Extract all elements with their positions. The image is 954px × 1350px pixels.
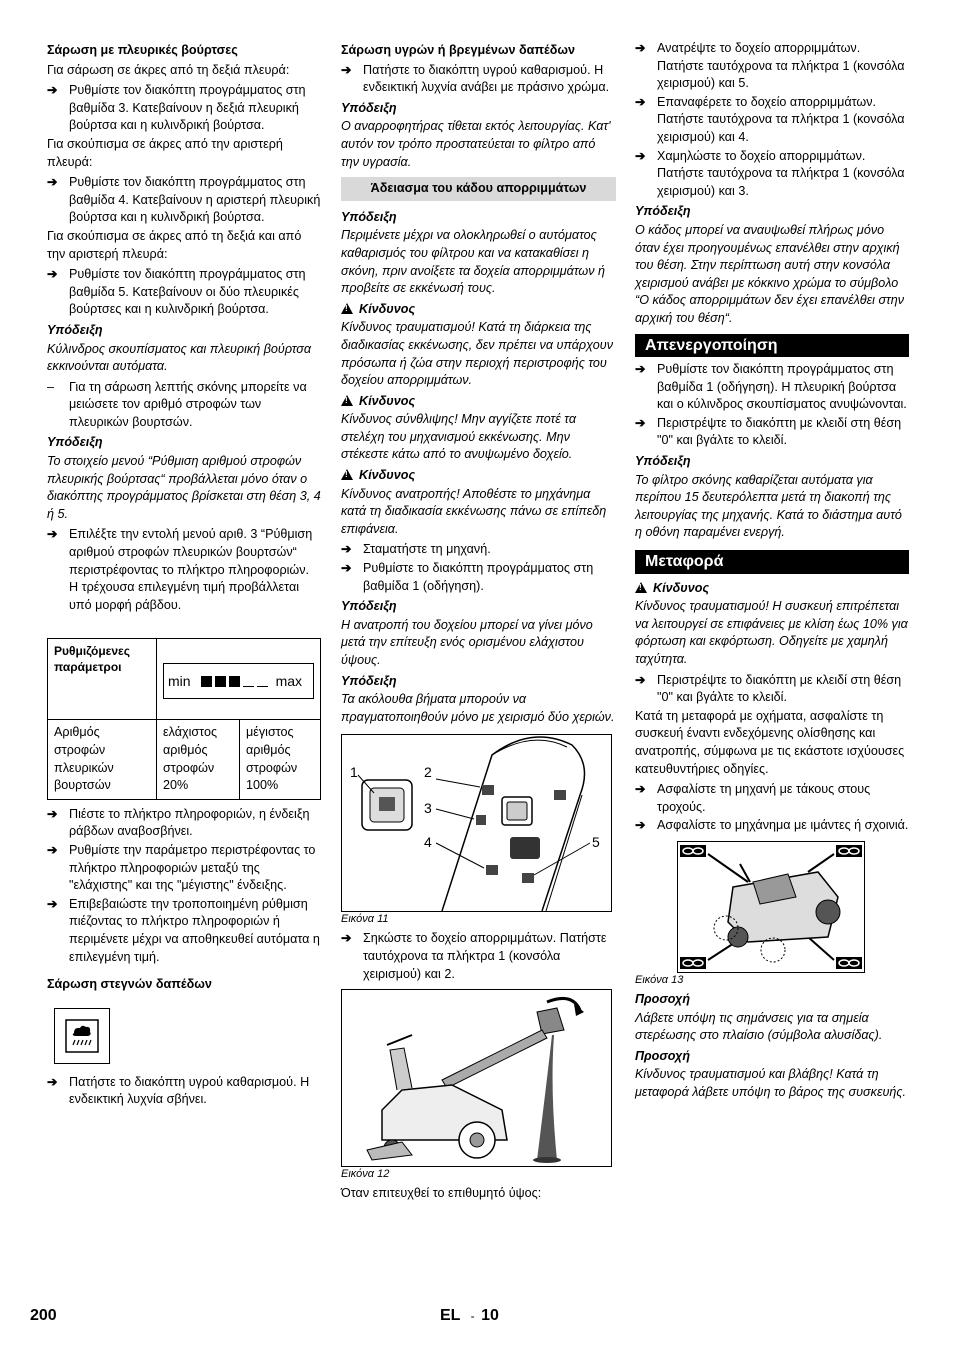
paragraph: Κατά τη μεταφορά με οχήματα, ασφαλίστε τη συσκευή έναντι ενδεχόμενης ολίσθησης και ανατροπής, σύμφωνα με τις εκάστοτε ισχύουσες κατευθυντήριες οδηγίες.	[635, 708, 905, 776]
table-cell: ελάχιστος αριθμός στροφών 20%	[157, 720, 240, 799]
parameter-table	[47, 638, 321, 799]
danger-text: Κίνδυνος τραυματισμού! Η συσκευή επιτρέπεται να λειτουργεί σε επιφάνειες με κλίση έως 10% για φόρτωση και εκφόρτωση. Οδηγείτε με χαμηλή ταχύτητα.	[635, 599, 908, 666]
step-item: ➔ Ασφαλίστε το μηχάνημα με ιμάντες ή σχοινιά.	[635, 817, 909, 835]
step-item: ➔ Πιέστε το πλήκτρο πληροφοριών, η ένδειξη ράβδων αναβοσβήνει.	[47, 806, 310, 839]
step-item: ➔ Επιβεβαιώστε την τροποποιημένη ρύθμιση πιέζοντας το πλήκτρο πληροφοριών ή περιμένετε μέχρι να αποθηκευθεί αυτόματα η επιλεγμένη τιμή.	[47, 896, 320, 964]
figure-12	[341, 989, 612, 1167]
note-text: Ο κάδος μπορεί να αναυψωθεί πλήρως μόνο όταν έχει προηγουμένως επανέλθει στην αρχική του θέση. Στην περίπτωση αυτή στην κονσόλα χειρισμού ανάβει με κόκκινο χρώμα το σύμβολο “Ο κάδος απορριμμάτων δεν έχει επανέλθει στην αρχική του θέση“.	[635, 222, 905, 325]
arrow-icon: ➔	[341, 542, 352, 557]
note-text: Η ανατροπή του δοχείου μπορεί να γίνει μόνο μετά την επίτευξη ενός ορισμένου ελάχιστου ύψους.	[341, 617, 593, 667]
step-item: ➔ Ρυθμίστε τον διακόπτη προγράμματος στη βαθμίδα 4. Κατεβαίνουν η αριστερή πλευρική βούρτσα και η κυλινδρική βούρτσα.	[47, 175, 321, 225]
danger-text: Κίνδυνος τραυματισμού! Κατά τη διάρκεια της διαδικασίας εκκένωσης, δεν πρέπει να υπάρχουν πρόσωπα ή ζώα στην περιοχή περιστροφής του δοχείου απορριμμάτων.	[341, 320, 613, 388]
step-item: ➔ Επαναφέρετε το δοχείο απορριμμάτων. Πατήστε ταυτόχρονα τα πλήκτρα 1 (κονσόλα χειρισμού) και 4.	[635, 94, 905, 144]
caution-text: Κίνδυνος τραυματισμού και βλάβης! Κατά τη μεταφορά λάβετε υπόψη το βάρος της συσκευής.	[635, 1067, 907, 1099]
step-item: ➔ Ρυθμίστε τον διακόπτη προγράμματος στη βαθμίδα 5. Κατεβαίνουν οι δύο πλευρικές βούρτσες και η κυλινδρική βούρτσα.	[47, 267, 306, 317]
step-item: ➔ Ρυθμίστε το διακόπτη προγράμματος στη βαθμίδα 1 (οδήγηση).	[341, 561, 594, 593]
page-number: 200	[30, 1307, 57, 1324]
note-text: Περιμένετε μέχρι να ολοκληρωθεί ο αυτόματος καθαρισμός του φίλτρου και να κατακαθίσει η σκόνη, πριν ανοίξετε τα δοχεία απορριμμάτων ή προβείτε σε εκκένωσή τους.	[341, 228, 605, 296]
table-cell: Αριθμός στροφών πλευρικών βουρτσών	[48, 720, 157, 799]
callout-1: 1	[350, 764, 358, 781]
column-left	[47, 42, 321, 1110]
danger-title: !Κίνδυνος	[635, 580, 909, 598]
caution-title: Προσοχή	[635, 1048, 691, 1063]
table-header: Ρυθμιζόμενες παράμετροι	[48, 639, 157, 720]
step-item: ➔ Πατήστε το διακόπτη υγρού καθαρισμού. Η ενδεικτική λυχνία ανάβει με πράσινο χρώμα.	[341, 62, 610, 95]
chain-icon	[680, 957, 706, 969]
bar-min-label: min	[168, 672, 191, 689]
chain-icon	[836, 957, 862, 969]
figure-13	[677, 841, 865, 973]
note-title: Υπόδειξη	[341, 673, 397, 688]
warning-icon	[341, 303, 353, 314]
note-title: Υπόδειξη	[341, 100, 397, 115]
bar-max-label: max	[275, 672, 303, 689]
caution-title: Προσοχή	[635, 991, 691, 1006]
note-text: Ο αναρροφητήρας τίθεται εκτός λειτουργίας. Κατ' αυτόν τον τρόπο προστατεύεται το φίλτρο από την υγρασία.	[341, 119, 611, 169]
footer-separator: -	[470, 1309, 475, 1323]
note-text: Τα ακόλουθα βήματα μπορούν να πραγματοποιηθούν μόνο με χειρισμό δύο χεριών.	[341, 692, 615, 724]
bar-indicator	[201, 676, 268, 687]
bar-display	[163, 663, 314, 699]
bar-display-cell	[157, 639, 321, 720]
arrow-icon: ➔	[635, 148, 646, 163]
arrow-icon: ➔	[635, 818, 646, 833]
step-item: ➔ Ρυθμίστε την παράμετρο περιστρέφοντας το πλήκτρο πληροφοριών μεταξύ της "ελάχιστης" και της "μέγιστης" ένδειξης.	[47, 842, 316, 893]
column-middle	[341, 42, 616, 1206]
step-item: ➔ Ανατρέψτε το δοχείο απορριμμάτων. Πατήστε ταυτόχρονα τα πλήκτρα 1 (κονσόλα χειρισμού) και 5.	[635, 41, 905, 91]
footer-language: EL	[440, 1307, 461, 1324]
step-item: ➔ Χαμηλώστε το δοχείο απορριμμάτων. Πατήστε ταυτόχρονα τα πλήκτρα 1 (κονσόλα χειρισμού) και 3.	[635, 148, 905, 198]
section-heading-transport: Μεταφορά	[635, 550, 909, 574]
note-title: Υπόδειξη	[635, 454, 691, 469]
note-title: Υπόδειξη	[635, 204, 691, 219]
warning-icon	[635, 582, 647, 593]
note-title: Υπόδειξη	[341, 209, 397, 224]
section-heading: Σάρωση με πλευρικές βούρτσες	[47, 43, 238, 57]
footer-language-section	[440, 1307, 499, 1325]
figure-caption: Εικόνα 11	[341, 913, 389, 926]
sweeper-dumping-illustration	[342, 990, 611, 1166]
section-heading: Σάρωση στεγνών δαπέδων	[47, 977, 212, 992]
grey-heading: Άδειασμα του κάδου απορριμμάτων	[341, 177, 616, 201]
chain-icon	[836, 845, 862, 857]
dash-item: – Για τη σάρωση λεπτής σκόνης μπορείτε να μειώσετε τον αριθμό στροφών των πλευρικών βουρτσών.	[47, 379, 307, 429]
arrow-icon: ➔	[635, 94, 646, 109]
arrow-icon: ➔	[635, 782, 646, 797]
wet-clean-switch-icon	[54, 1008, 110, 1064]
danger-title: !Κίνδυνος	[341, 393, 616, 411]
arrow-icon: ➔	[635, 415, 646, 430]
section-heading: Σάρωση υγρών ή βρεγμένων δαπέδων	[341, 43, 575, 57]
step-item: ➔ Ασφαλίστε τη μηχανή με τάκους στους τροχούς.	[635, 782, 871, 814]
note-title: Υπόδειξη	[47, 322, 103, 337]
arrow-icon: ➔	[341, 561, 352, 576]
callout-5: 5	[592, 834, 600, 851]
note-title: Υπόδειξη	[47, 435, 103, 450]
arrow-icon: ➔	[47, 896, 58, 911]
arrow-icon: ➔	[635, 41, 646, 55]
arrow-icon: ➔	[635, 362, 646, 377]
note-text: Το φίλτρο σκόνης καθαρίζεται αυτόματα για περίπου 15 δευτερόλεπτα μετά τη διακοπή της λειτουργίας της μηχανής. Κατά το διάστημα αυτό η οθόνη παραμένει ενεργή.	[635, 472, 902, 540]
footer-section-number: 10	[481, 1307, 499, 1324]
arrow-icon: ➔	[47, 267, 58, 282]
step-item: ➔ Ρυθμίστε τον διακόπτη προγράμματος στη βαθμίδα 3. Κατεβαίνουν η δεξιά πλευρική βούρτσα και η κυλινδρική βούρτσα.	[47, 83, 306, 133]
tie-down-points-illustration	[678, 842, 864, 972]
step-item: ➔ Ρυθμίστε τον διακόπτη προγράμματος στη βαθμίδα 1 (οδήγηση). Η πλευρική βούρτσα και ο κύλινδρος σκουπίσματος ανυψώνονται.	[635, 362, 907, 412]
callout-2: 2	[424, 764, 432, 781]
note-title: Υπόδειξη	[341, 599, 397, 614]
chain-icon	[680, 845, 706, 857]
arrow-icon: ➔	[47, 1074, 58, 1089]
control-console-illustration	[342, 735, 611, 911]
step-item: ➔ Επιλέξτε την εντολή μενού αριθ. 3 “Ρύθμιση αριθμού στροφών πλευρικών βουρτσών“ περιστρέφοντας το πλήκτρο πληροφοριών. Η τρέχουσα επιλεγμένη τιμή προβάλλεται υπό μορφή ράβδου.	[47, 527, 313, 612]
step-item: ➔ Σηκώστε το δοχείο απορριμμάτων. Πατήστε ταυτόχρονα τα πλήκτρα 1 (κονσόλα χειρισμού) και 2.	[341, 931, 607, 981]
arrow-icon: ➔	[635, 672, 646, 687]
dash-icon: –	[47, 379, 55, 394]
step-item: ➔ Περιστρέψτε το διακόπτη με κλειδί στη θέση "0" και βγάλτε το κλειδί.	[635, 672, 902, 705]
note-text: Κύλινδρος σκουπίσματος και πλευρική βούρτσα εκκινούνται αυτόματα.	[47, 341, 312, 374]
note-text: Το στοιχείο μενού “Ρύθμιση αριθμού στροφών πλευρικής βούρτσας“ προβάλλεται μόνο όταν ο διακόπτης προγράμματος βρίσκεται στη θέση 3, 4 ή 5.	[47, 454, 321, 521]
callout-4: 4	[424, 834, 432, 851]
danger-title: !Κίνδυνος	[341, 301, 616, 319]
paragraph: Για σκούπισμα σε άκρες από την αριστερή πλευρά:	[47, 136, 283, 169]
step-item: ➔ Περιστρέψτε το διακόπτη με κλειδί στη θέση "0" και βγάλτε το κλειδί.	[635, 415, 902, 448]
warning-icon	[341, 395, 353, 406]
arrow-icon: ➔	[47, 83, 58, 98]
step-item: ➔ Πατήστε το διακόπτη υγρού καθαρισμού. Η ενδεικτική λυχνία σβήνει.	[47, 1074, 310, 1107]
figure-11	[341, 734, 612, 912]
arrow-icon: ➔	[341, 62, 352, 77]
danger-title: !Κίνδυνος	[341, 467, 616, 485]
caution-text: Λάβετε υπόψη τις σημάνσεις για τα σημεία στερέωσης στο πλαίσιο (σύμβολα αλυσίδας).	[635, 1010, 883, 1043]
arrow-icon: ➔	[341, 931, 352, 946]
paragraph: Για σάρωση σε άκρες από τη δεξιά πλευρά:	[47, 62, 290, 77]
paragraph: Για σκούπισμα σε άκρες από τη δεξιά και από την αριστερή πλευρά:	[47, 228, 302, 261]
figure-caption: Εικόνα 12	[341, 1168, 390, 1181]
arrow-icon: ➔	[47, 527, 58, 542]
arrow-icon: ➔	[47, 175, 58, 190]
column-right	[635, 40, 909, 1105]
step-item: ➔ Σταματήστε τη μηχανή.	[341, 541, 616, 559]
arrow-icon: ➔	[47, 806, 58, 821]
callout-3: 3	[424, 800, 432, 817]
paragraph: Όταν επιτευχθεί το επιθυμητό ύψος:	[341, 1186, 542, 1201]
danger-text: Κίνδυνος ανατροπής! Αποθέστε το μηχάνημα κατά τη διαδικασία εκκένωσης πάνω σε επίπεδη επιφάνεια.	[341, 486, 607, 536]
table-cell: μέγιστος αριθμός στροφών 100%	[240, 720, 321, 799]
figure-caption: Εικόνα 13	[635, 973, 684, 986]
warning-icon	[341, 469, 353, 480]
section-heading-off: Απενεργοποίηση	[635, 334, 909, 358]
danger-text: Κίνδυνος σύνθλιψης! Μην αγγίζετε ποτέ τα στελέχη του μηχανισμού εκκένωσης. Μην στέκεστε κάτω από το ανυψωμένο δοχείο.	[341, 412, 577, 462]
arrow-icon: ➔	[47, 842, 58, 857]
